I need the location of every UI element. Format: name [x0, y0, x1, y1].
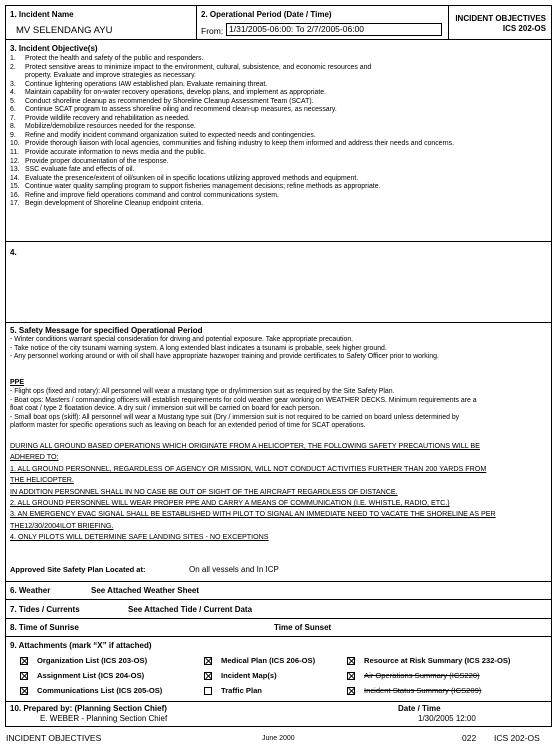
- objective-item: [10, 166, 454, 175]
- objective-item: [10, 81, 454, 90]
- objective-item: [10, 192, 454, 201]
- attachment-incident-status[interactable]: Incident Status Summary (ICS209): [347, 686, 481, 695]
- objective-number: 3.: [10, 80, 16, 88]
- helicopter-precaution-line: ADHERED TO:: [10, 453, 59, 462]
- objectives-section: [6, 40, 551, 242]
- attachment-traffic-plan[interactable]: Traffic Plan: [204, 686, 262, 695]
- incident-name-value: MV SELENDANG AYU: [16, 25, 113, 36]
- objective-text: Provide wildlife recovery and rehabilitation as needed.: [25, 114, 190, 122]
- footer-form-code: ICS 202-OS: [494, 733, 540, 743]
- attachment-communications-list[interactable]: Communications List (ICS 205-OS): [20, 686, 162, 695]
- checkbox-icon[interactable]: [20, 687, 28, 695]
- prepared-name: E. WEBER - Planning Section Chief: [40, 714, 168, 723]
- section-4: [6, 242, 551, 323]
- tides-section: [6, 600, 551, 619]
- checkbox-icon[interactable]: [204, 672, 212, 680]
- from-label: From:: [201, 26, 224, 36]
- objective-text: Conduct shoreline cleanup as recommended by Shoreline Cleanup Assessment Team (SCAT).: [25, 97, 314, 105]
- objectives-label: 3. Incident Objective(s): [10, 44, 98, 53]
- ppe-line: - Flight ops (fixed and rotary): All personnel will wear a mustang type or dry/immersion suit as required by the Site Safety Plan.: [10, 388, 395, 395]
- objective-number: 5.: [10, 97, 16, 105]
- helicopter-precautions: [10, 441, 496, 544]
- prepared-section: [6, 702, 551, 726]
- form-frame: [5, 5, 552, 727]
- weather-value: See Attached Weather Sheet: [91, 586, 200, 595]
- safety-label: 5. Safety Message for specified Operational Period: [10, 326, 203, 335]
- safety-bullet: - Winter conditions warrant special consideration for driving and potential exposure. Take appropriate precaution.: [10, 336, 354, 343]
- objective-text: SSC evaluate fate and effects of oil.: [25, 166, 135, 174]
- footer-page-number: 022: [462, 733, 477, 743]
- attachment-medical-plan[interactable]: Medical Plan (ICS 206-OS): [204, 656, 315, 665]
- objective-number: 10.: [10, 140, 20, 148]
- objective-text: Mobilize/demobilize resources needed for the response.: [25, 123, 196, 131]
- checkbox-icon[interactable]: [347, 672, 355, 680]
- objective-number: 12.: [10, 157, 20, 165]
- objective-text: Maintain capability for on-water recovery operations, develop plans, and implement as appropriate.: [25, 89, 327, 97]
- objective-item: [10, 98, 454, 107]
- objective-number: 2.: [10, 63, 16, 71]
- objective-item: [10, 149, 454, 158]
- section-4-label: 4.: [10, 248, 17, 257]
- ppe-line: platform master for specific operations such as leaving on beach for an extended period of time for SCAT operations.: [10, 422, 366, 430]
- footer-title: INCIDENT OBJECTIVES: [6, 733, 102, 743]
- objective-text: Refine and modify incident command organization suited to expected needs and contingencies.: [25, 131, 316, 139]
- form-code: ICS 202-OS: [502, 24, 546, 33]
- ppe-lines: [10, 388, 477, 431]
- objective-item: [10, 123, 454, 132]
- safety-bullet: - Any personnel working around or with oil shall have appropriate hazwoper training and provide certificates to Safety Officer prior to working.: [10, 353, 439, 361]
- checkbox-icon[interactable]: [20, 672, 28, 680]
- op-period-label: 2. Operational Period (Date / Time): [201, 10, 332, 19]
- attachment-incident-maps[interactable]: Incident Map(s): [204, 671, 277, 680]
- helicopter-precaution-line: THE12/30/2004ILOT BRIEFING.: [10, 521, 114, 530]
- helicopter-precaution-line: DURING ALL GROUND BASED OPERATIONS WHICH ORIGINATE FROM A HELICOPTER, THE FOLLOWING SAFETY PRECAUTIONS WILL BE: [10, 442, 480, 450]
- objective-text: Continue water quality sampling program to support fisheries management decisions; refine methods as appropriate.: [25, 183, 381, 191]
- checkbox-icon[interactable]: [204, 687, 212, 695]
- footer-date: June 2000: [262, 735, 295, 742]
- objective-item: [10, 200, 454, 209]
- objective-number: 1.: [10, 55, 16, 62]
- attachment-resource-at-risk[interactable]: Resource at Risk Summary (ICS 232-OS): [347, 656, 510, 665]
- header-row: [6, 6, 551, 40]
- op-period-field[interactable]: 1/31/2005-06:00: To 2/7/2005-06:00: [226, 23, 442, 36]
- op-period-cell: [197, 6, 449, 40]
- objective-item: [10, 64, 454, 73]
- checkbox-icon[interactable]: [347, 687, 355, 695]
- helicopter-precaution-line: 1. ALL GROUND PERSONNEL, REGARDLESS OF AGENCY OR MISSION, WILL NOT CONDUCT ACTIVITIES FURTHER THAN 200 YARDS FROM: [10, 464, 487, 473]
- sun-section: [6, 619, 551, 637]
- objective-number: 6.: [10, 106, 16, 114]
- objective-item: [10, 89, 454, 98]
- objective-item: [10, 55, 454, 64]
- ppe-line: - Boat ops: Masters / commanding officers will establish requirements for cold weather gear working on WEATHER DECKS. Minimum requirements are a: [10, 396, 477, 404]
- prepared-label: 10. Prepared by: (Planning Section Chief): [10, 704, 167, 713]
- objective-number: 4.: [10, 89, 16, 97]
- safety-bullet: - Take notice of the city tsunami warning system. A long extended blast indicates a tsunami is probable, seek higher ground.: [10, 344, 387, 352]
- incident-name-label: 1. Incident Name: [10, 10, 74, 19]
- tides-label: 7. Tides / Currents: [10, 605, 80, 614]
- objective-number: 8.: [10, 123, 16, 131]
- helicopter-precaution-line: 3. AN EMERGENCY EVAC SIGNAL SHALL BE ESTABLISHED WITH PILOT TO SIGNAL AN IMMEDIATE NEED TO VACATE THE SHORELINE AS PER: [10, 510, 496, 519]
- objective-number: 17.: [10, 200, 20, 208]
- helicopter-precaution-line: 2. ALL GROUND PERSONNEL WILL WEAR PROPER PPE AND CARRY A MEANS OF COMMUNICATION (I.E. WHISTLE, RADIO, ETC.): [10, 499, 450, 508]
- form-title: INCIDENT OBJECTIVES: [455, 14, 546, 23]
- ppe-heading: PPE: [10, 379, 25, 386]
- attachment-assignment-list[interactable]: Assignment List (ICS 204-OS): [20, 671, 144, 680]
- sunset-label: Time of Sunset: [274, 623, 332, 632]
- prepared-date-value: 1/30/2005 12:00: [418, 714, 476, 723]
- objective-item: [10, 158, 454, 167]
- safety-plan-location-label: Approved Site Safety Plan Located at:: [10, 565, 146, 574]
- objective-number: 11.: [10, 149, 20, 157]
- objective-number: 15.: [10, 183, 20, 191]
- tides-value: See Attached Tide / Current Data: [128, 605, 253, 614]
- checkbox-icon[interactable]: [20, 657, 28, 665]
- objective-text: property. Evaluate and improve strategies as necessary.: [25, 72, 196, 80]
- objective-number: 14.: [10, 174, 20, 182]
- form-title-cell: [449, 6, 551, 40]
- checkbox-icon[interactable]: [347, 657, 355, 665]
- objective-text: Continue lightering operations IAW established plan. Evaluate remaining threat.: [25, 80, 268, 88]
- objective-item: [10, 132, 454, 141]
- objective-item: [10, 140, 454, 149]
- objective-text: Begin development of Shoreline Cleanup endpoint criteria.: [25, 200, 204, 208]
- objective-item: [10, 115, 454, 124]
- objective-item: [10, 175, 454, 184]
- objective-item: [10, 106, 454, 115]
- weather-section: [6, 582, 551, 600]
- objective-number: 7.: [10, 114, 16, 122]
- prepared-date-label: Date / Time: [398, 704, 441, 713]
- safety-plan-location-value: On all vessels and In ICP: [189, 565, 279, 574]
- ppe-line: float coat / type 2 floatation device. A dry suit / immersion suit will be carried on board for each person.: [10, 405, 322, 413]
- safety-section: [6, 323, 551, 582]
- attachment-air-operations[interactable]: Air Operations Summary (ICS220): [347, 671, 480, 680]
- objective-text: Protect the health and safety of the public and responders.: [25, 55, 204, 62]
- attachments-label: 9. Attachments (mark “X” if attached): [10, 641, 152, 650]
- helicopter-precaution-line: 4. ONLY PILOTS WILL DETERMINE SAFE LANDING SITES - NO EXCEPTIONS: [10, 533, 269, 542]
- helicopter-precaution-line: IN ADDITION PERSONNEL SHALL IN NO CASE BE OUT OF SIGHT OF THE AIRCRAFT REGARDLESS OF DISTANCE.: [10, 487, 398, 496]
- attachment-organization-list[interactable]: Organization List (ICS 203-OS): [20, 656, 147, 665]
- objective-number: 16.: [10, 191, 20, 199]
- safety-bullets: [10, 336, 439, 362]
- incident-name-cell: [6, 6, 197, 40]
- objective-text: Evaluate the presence/extent of oil/sunken oil in specific locations utilizing approved methods and equipment.: [25, 174, 359, 182]
- helicopter-precaution-line: THE HELICOPTER.: [10, 476, 74, 485]
- objective-text: Protect sensitive areas to minimize impact to the environment, cultural, subsistence, and economic resources and: [25, 63, 372, 71]
- objective-number: 9.: [10, 131, 16, 139]
- sunrise-label: 8. Time of Sunrise: [10, 623, 79, 632]
- objective-number: 13.: [10, 166, 20, 174]
- objective-text: Refine and improve field operations command and control communications system.: [25, 191, 279, 199]
- weather-label: 6. Weather: [10, 586, 51, 595]
- attachments-section: [6, 637, 551, 702]
- objective-text: Continue SCAT program to assess shoreline oiling and recommend clean-up measures, as necessary.: [25, 106, 337, 114]
- objective-item: [10, 183, 454, 192]
- objective-text: Provide proper documentation of the response.: [25, 157, 169, 165]
- objective-item: [10, 72, 454, 81]
- objective-text: Provide thorough liaison with local agencies, communities and fishing industry to keep them informed and address their needs and concerns.: [25, 140, 454, 148]
- objectives-list: [10, 55, 454, 209]
- objective-text: Provide accurate information to news media and the public.: [25, 149, 206, 157]
- checkbox-icon[interactable]: [204, 657, 212, 665]
- ppe-line: - Small boat ops (skiff): All personnel will wear a Mustang type suit (Dry / immersion suit is not required to be carried on board unless determined by: [10, 413, 460, 421]
